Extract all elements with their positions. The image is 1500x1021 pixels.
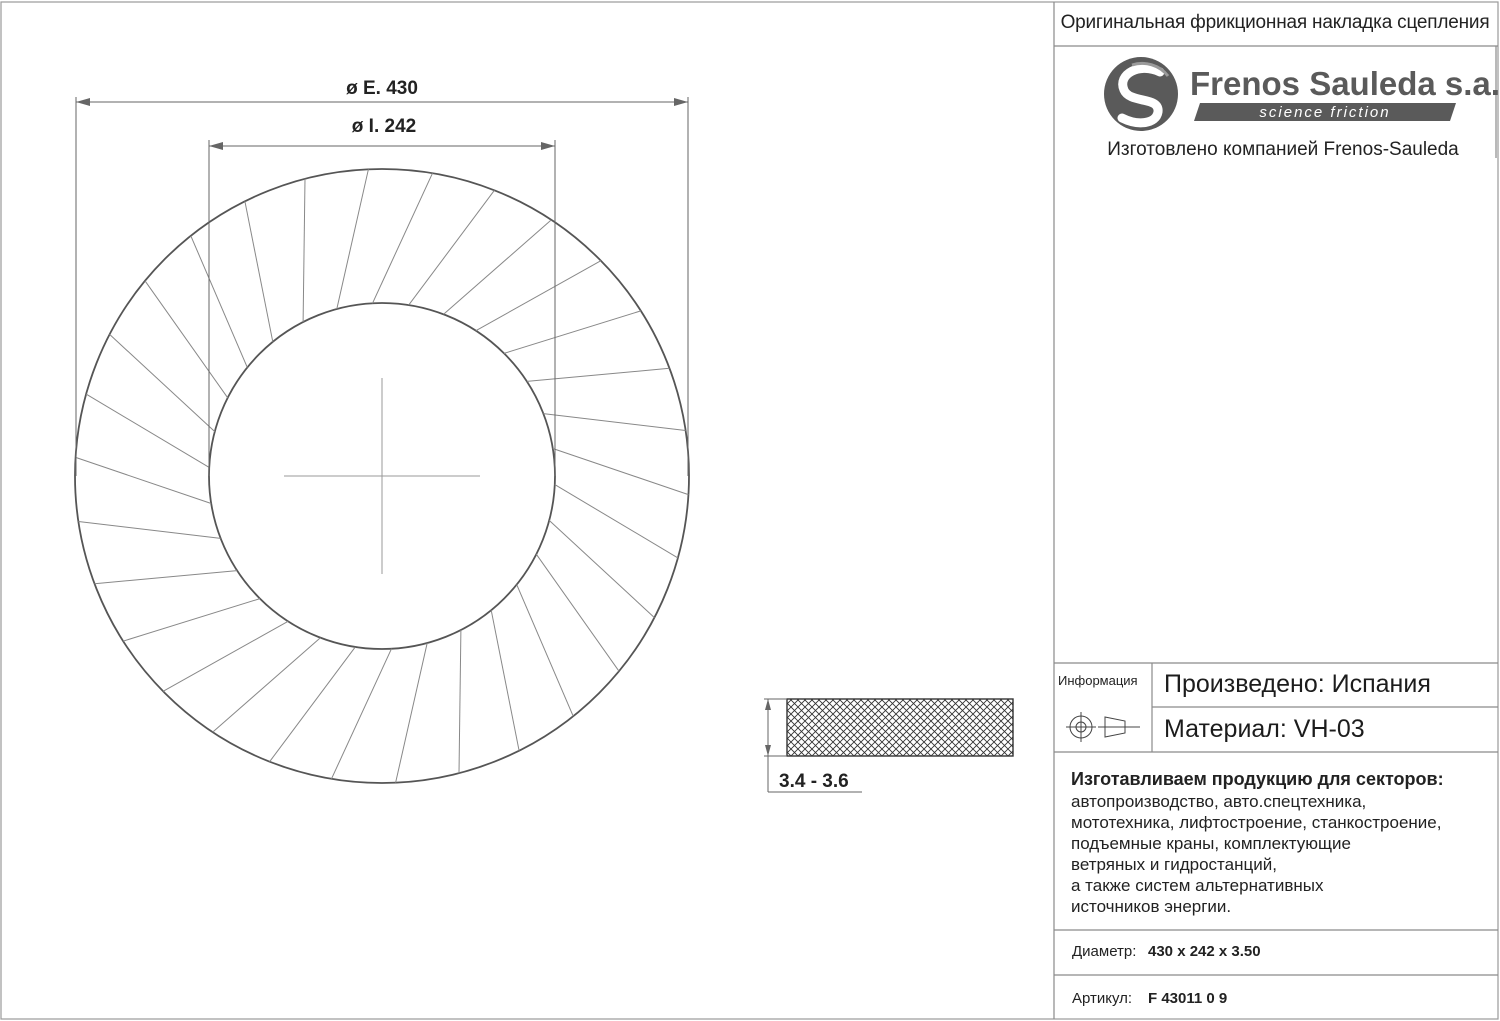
- sectors-title: Изготавливаем продукцию для секторов:: [1071, 769, 1444, 789]
- segment-groove: [332, 649, 392, 779]
- segment-groove: [491, 610, 519, 751]
- segment-groove: [373, 173, 433, 303]
- segment-groove: [536, 554, 619, 671]
- info-label: Информация: [1058, 673, 1138, 688]
- segment-groove: [303, 179, 305, 322]
- segment-groove: [517, 585, 574, 717]
- segment-groove: [213, 638, 321, 732]
- segment-groove: [163, 621, 288, 691]
- material-text: Материал: VH-03: [1164, 715, 1365, 743]
- segment-groove: [459, 630, 461, 773]
- segment-groove: [78, 522, 220, 539]
- made-by-text: Изготовлено компанией Frenos-Sauleda: [1107, 139, 1459, 160]
- segment-groove: [76, 457, 212, 503]
- diameter-value: 430 x 242 x 3.50: [1148, 943, 1261, 960]
- inner-diameter-label: ø I. 242: [351, 116, 417, 137]
- friction-ring: [75, 169, 689, 783]
- segment-groove: [270, 647, 356, 762]
- article-label: Артикул:: [1072, 990, 1133, 1007]
- logo-icon: [1104, 57, 1178, 131]
- segment-groove: [86, 394, 209, 467]
- segment-groove: [245, 201, 273, 341]
- segment-groove: [95, 571, 238, 584]
- sheet-title: Оригинальная фрикционная накладка сцепления: [1060, 12, 1490, 33]
- sector-line: подъемные краны, комплектующие: [1071, 834, 1351, 853]
- segment-groove: [409, 190, 495, 305]
- segment-groove: [444, 220, 552, 314]
- segment-groove: [476, 261, 601, 331]
- sector-line: автопроизводство, авто.спецтехника,: [1071, 792, 1367, 811]
- sector-line: источников энергии.: [1071, 897, 1232, 916]
- company-slogan: science friction: [1259, 104, 1391, 121]
- outer-diameter-label: ø E. 430: [346, 78, 418, 99]
- segment-groove: [504, 311, 641, 354]
- projection-symbol-icon: [1066, 712, 1140, 742]
- sector-line: мототехника, лифтостроение, станкостроение,: [1071, 813, 1442, 832]
- segment-groove: [123, 599, 260, 642]
- segment-groove: [396, 643, 428, 783]
- segment-groove: [191, 236, 248, 368]
- article-value: F 43011 0 9: [1148, 990, 1228, 1007]
- segment-groove: [527, 368, 670, 381]
- segment-groove: [555, 485, 678, 558]
- sector-line: а также систем альтернативных: [1071, 876, 1324, 895]
- segment-groove: [145, 281, 228, 398]
- thickness-label: 3.4 - 3.6: [779, 771, 849, 792]
- diameter-label: Диаметр:: [1072, 943, 1137, 960]
- segment-groove: [553, 449, 689, 495]
- slogan-bar: [1194, 103, 1456, 121]
- segment-groove: [337, 169, 369, 309]
- segment-groove: [543, 414, 685, 431]
- origin-text: Произведено: Испания: [1164, 670, 1431, 698]
- sector-line: ветряных и гидростанций,: [1071, 855, 1277, 874]
- company-name: Frenos Sauleda s.a.: [1190, 65, 1500, 102]
